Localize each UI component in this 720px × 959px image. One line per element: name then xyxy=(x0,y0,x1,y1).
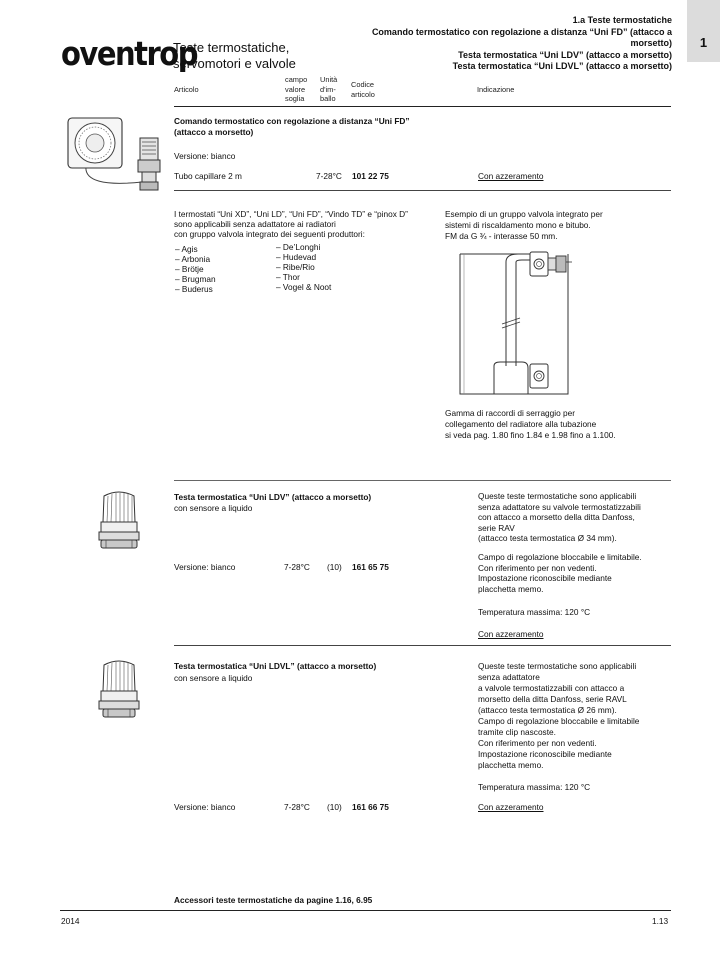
uni-fd-note-line: con gruppo valvola integrato dei seguenti produttori: xyxy=(174,229,365,239)
section-header-line: morsetto) xyxy=(630,38,672,48)
col-unita xyxy=(320,75,337,104)
uni-ldv-title: Testa termostatica “Uni LDV” (attacco a morsetto) xyxy=(174,492,372,502)
uni-ldvl-desc-line: Queste teste termostatiche sono applicabili xyxy=(478,661,637,671)
col-codice xyxy=(351,80,375,99)
col-campo xyxy=(285,75,307,104)
col-codice-line: articolo xyxy=(351,89,375,99)
producer-item: – Arbonia xyxy=(175,254,211,264)
uni-ldv-rule xyxy=(174,645,671,646)
valve-example-caption xyxy=(445,209,603,242)
oventrop-logo: oventrop xyxy=(61,34,197,74)
uni-ldvl-product-image xyxy=(94,659,144,721)
section-header-line: Testa termostatica “Uni LDV” (attacco a morsetto) xyxy=(458,49,672,60)
uni-ldv-row-article: Versione: bianco xyxy=(174,562,236,572)
uni-ldv-subtitle: con sensore a liquido xyxy=(174,503,253,513)
uni-ldvl-max-temp: Temperatura massima: 120 °C xyxy=(478,782,591,792)
uni-ldvl-row-code: 161 66 75 xyxy=(352,802,389,812)
uni-ldvl-desc-line: Con riferimento per non vedenti. xyxy=(478,738,597,748)
page-title-line-1: Teste termostatiche, xyxy=(173,40,290,55)
accessories-note: Accessori teste termostatiche da pagine 1.16, 6.95 xyxy=(174,895,373,905)
uni-fd-title xyxy=(174,116,410,138)
uni-ldvl-desc-line: tramite clip nascoste. xyxy=(478,727,556,737)
uni-ldvl-desc-line: morsetto della ditta Danfoss, serie RAVL xyxy=(478,694,627,704)
chapter-tab-label: 1 xyxy=(699,35,708,50)
uni-ldv-desc-line: serie RAV xyxy=(478,522,515,533)
producer-item: – Hudevad xyxy=(276,252,317,262)
uni-ldv-description xyxy=(478,491,641,544)
producers-left-list xyxy=(175,244,216,294)
col-codice-line: Codice xyxy=(351,80,375,89)
producer-item: – Buderus xyxy=(175,284,213,294)
section-header-line: 1.a Teste termostatiche xyxy=(572,15,672,25)
uni-fd-note-line: I termostati “Uni XD”, “Uni LD”, “Uni FD”, “Vindo TD” e “pinox D” xyxy=(174,209,408,219)
col-unita-line: ballo xyxy=(320,94,336,103)
col-indicazione: Indicazione xyxy=(477,85,515,94)
fittings-caption xyxy=(445,408,616,441)
uni-ldvl-row-indication: Con azzeramento xyxy=(478,802,544,812)
uni-fd-note-line: sono applicabili senza adattatore ai radiatori xyxy=(174,219,336,229)
uni-ldv-row-range: 7-28°C xyxy=(284,562,310,572)
uni-ldvl-title: Testa termostatica “Uni LDVL” (attacco a morsetto) xyxy=(174,661,377,671)
uni-ldvl-desc-line: (attacco testa termostatica Ø 26 mm). xyxy=(478,705,617,715)
uni-fd-title-line: (attacco a morsetto) xyxy=(174,127,254,137)
col-unita-line: Unità xyxy=(320,75,338,84)
footer-rule xyxy=(60,910,671,911)
uni-ldv-product-image xyxy=(94,490,144,552)
uni-ldv-row-unit: (10) xyxy=(327,562,342,572)
section-header-line: Testa termostatica “Uni LDVL” (attacco a morsetto) xyxy=(452,61,672,71)
uni-ldv-row-code: 161 65 75 xyxy=(352,562,389,572)
uni-ldv-desc-line: con attacco a morsetto della ditta Danfoss, xyxy=(478,512,635,523)
producer-item: – Thor xyxy=(276,272,300,282)
page-title-line-2: servomotori e valvole xyxy=(173,56,296,71)
uni-fd-row-code: 101 22 75 xyxy=(352,171,389,181)
uni-fd-row-range: 7-28°C xyxy=(316,171,342,181)
uni-ldv-feature-line: Con riferimento per non vedenti. xyxy=(478,562,597,573)
producer-item: – Vogel & Noot xyxy=(276,282,332,292)
col-campo-line: campo xyxy=(285,75,308,84)
producers-right-list xyxy=(276,242,331,292)
col-campo-line: valore xyxy=(285,84,306,94)
uni-ldv-desc-line: senza adattatore su valvole termostatizzabili xyxy=(478,501,641,512)
uni-ldvl-desc-line: placchetta memo. xyxy=(478,760,544,770)
chapter-tab xyxy=(687,0,720,62)
fittings-caption-line: collegamento del radiatore alla tubazione xyxy=(445,419,597,429)
valve-example-line: FM da G ¾ - interasse 50 mm. xyxy=(445,231,558,241)
uni-ldvl-row-article: Versione: bianco xyxy=(174,802,236,812)
producer-item: – De’Longhi xyxy=(276,242,321,252)
integrated-valve-diagram xyxy=(448,244,598,404)
uni-ldvl-row-range: 7-28°C xyxy=(284,802,310,812)
col-unita-line: d'im- xyxy=(320,84,336,94)
uni-ldvl-desc-line: a valvole termostatizzabili con attacco a xyxy=(478,683,625,693)
uni-fd-row-article: Tubo capillare 2 m xyxy=(174,171,242,181)
uni-ldv-features xyxy=(478,552,642,594)
uni-ldv-feature-line: Campo di regolazione bloccabile e limitabile. xyxy=(478,552,642,562)
producer-item: – Brugman xyxy=(175,274,216,284)
producer-item: – Ribe/Rio xyxy=(276,262,315,272)
uni-fd-title-line: Comando termostatico con regolazione a distanza “Uni FD” xyxy=(174,116,410,126)
uni-fd-rule xyxy=(174,190,671,191)
uni-fd-note xyxy=(174,209,408,239)
fittings-caption-line: Gamma di raccordi di serraggio per xyxy=(445,408,576,418)
section-header-line: Comando termostatico con regolazione a distanza “Uni FD” (attacco a xyxy=(371,26,672,37)
valve-example-line: sistemi di riscaldamento mono e bitubo. xyxy=(445,220,591,230)
uni-ldv-feature-line: placchetta memo. xyxy=(478,583,544,594)
uni-ldvl-subtitle: con sensore a liquido xyxy=(174,673,253,683)
col-campo-line: soglia xyxy=(285,94,305,103)
uni-ldv-row-indication: Con azzeramento xyxy=(478,629,544,639)
section-header xyxy=(342,15,672,73)
footer-year: 2014 xyxy=(61,916,80,926)
uni-ldvl-desc-line: Impostazione riconoscibile mediante xyxy=(478,749,612,759)
uni-ldv-feature-line: Impostazione riconoscibile mediante xyxy=(478,573,612,584)
uni-fd-version: Versione: bianco xyxy=(174,151,236,161)
page-number: 1.13 xyxy=(652,916,669,926)
producer-item: – Brötje xyxy=(175,264,204,274)
valve-example-line: Esempio di un gruppo valvola integrato per xyxy=(445,209,603,219)
fittings-caption-line: si veda pag. 1.80 fino 1.84 e 1.98 fino a 1.100. xyxy=(445,430,616,440)
uni-fd-bottom-rule xyxy=(174,480,671,481)
uni-ldvl-description xyxy=(478,661,639,771)
uni-ldv-desc-line: (attacco testa termostatica Ø 34 mm). xyxy=(478,533,617,544)
uni-ldvl-desc-line: senza adattatore xyxy=(478,672,540,682)
producer-item: – Agis xyxy=(175,244,198,254)
uni-fd-row-indication: Con azzeramento xyxy=(478,171,544,181)
header-rule xyxy=(174,106,671,107)
uni-ldv-max-temp: Temperatura massima: 120 °C xyxy=(478,607,591,617)
col-articolo: Articolo xyxy=(174,85,199,94)
uni-ldv-desc-line: Queste teste termostatiche sono applicabili xyxy=(478,491,637,501)
page-title xyxy=(173,40,296,72)
uni-ldvl-desc-line: Campo di regolazione bloccabile e limitabile xyxy=(478,716,640,726)
uni-ldvl-row-unit: (10) xyxy=(327,802,342,812)
uni-fd-product-image xyxy=(64,116,164,196)
